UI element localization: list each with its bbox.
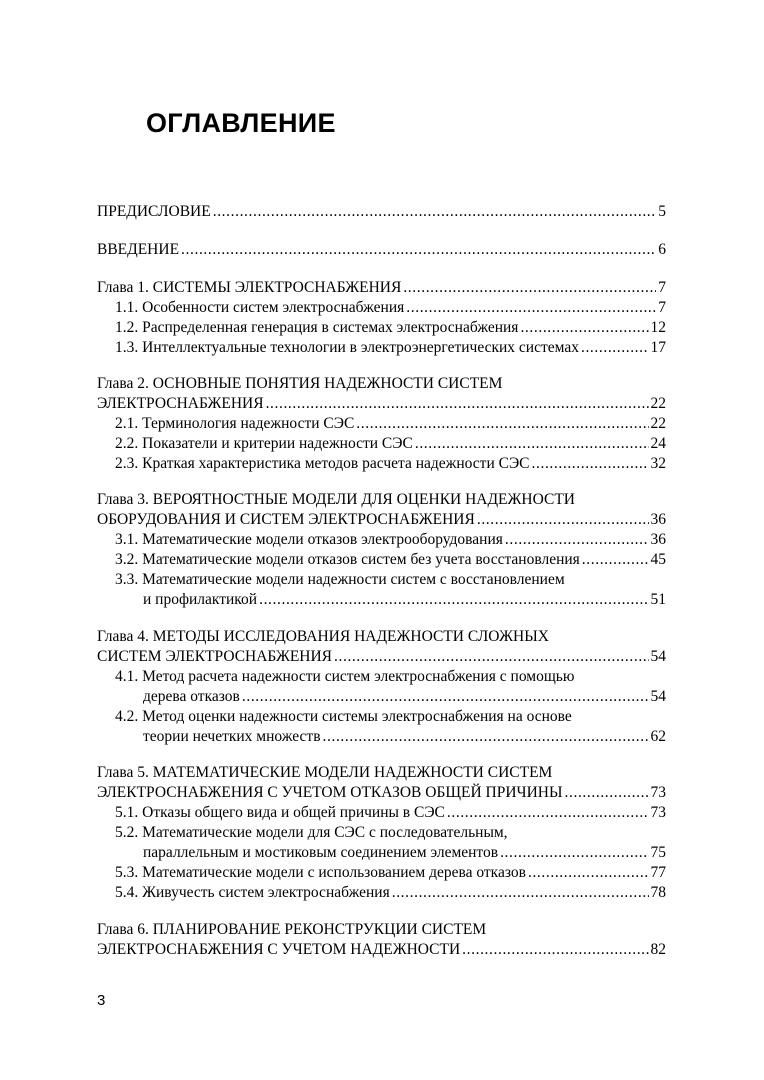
toc-dot-leader	[581, 338, 649, 358]
toc-entry-section-2-2[interactable]	[115, 434, 666, 454]
toc-dot-leader	[462, 940, 648, 960]
toc-entry-section-3-2[interactable]	[115, 550, 666, 570]
toc-entry-chapter-3[interactable]	[97, 510, 666, 530]
toc-entry-section-3-1[interactable]	[115, 530, 666, 550]
toc-entry-page: 6	[658, 241, 666, 258]
toc-entry-section-2-1[interactable]	[115, 414, 666, 434]
toc-entry-title: 5.3. Математические модели с использованием дерева отказов	[115, 864, 526, 881]
toc-dot-leader	[242, 687, 649, 707]
toc-entry-title: Глава 1. СИСТЕМЫ ЭЛЕКТРОСНАБЖЕНИЯ	[97, 279, 402, 296]
toc-entry-chapter-4[interactable]	[97, 647, 666, 667]
toc-entry-page: 5	[658, 203, 666, 220]
toc-dot-leader	[565, 783, 649, 803]
toc-section-4-2-heading: 4.2. Метод оценки надежности системы электроснабжения на основе	[115, 708, 572, 725]
toc-chapter-5-heading: Глава 5. МАТЕМАТИЧЕСКИЕ МОДЕЛИ НАДЕЖНОСТИ СИСТЕМ	[97, 764, 553, 781]
toc-entry-page: 36	[650, 531, 666, 548]
toc-dot-leader	[582, 550, 649, 570]
toc-entry-page: 54	[650, 648, 666, 665]
toc-section-5-2-heading: 5.2. Математические модели для СЭС с последовательным,	[115, 824, 508, 841]
toc-section-3-3-heading: 3.3. Математические модели надежности систем с восстановлением	[115, 571, 565, 588]
toc-entry-page: 12	[650, 319, 666, 336]
toc-dot-leader	[532, 454, 649, 474]
toc-entry-preface[interactable]	[97, 202, 666, 222]
toc-entry-section-2-3[interactable]	[115, 454, 666, 474]
toc-entry-section-1-2[interactable]	[115, 318, 666, 338]
toc-entry-section-4-2[interactable]	[143, 727, 666, 747]
toc-entry-section-3-3[interactable]	[143, 590, 666, 610]
toc-entry-page: 22	[650, 395, 666, 412]
toc-chapter-6-heading: Глава 6. ПЛАНИРОВАНИЕ РЕКОНСТРУКЦИИ СИСТЕМ	[97, 921, 487, 938]
page-title: ОГЛАВЛЕНИЕ	[146, 108, 336, 138]
toc-entry-title: параллельным и мостиковым соединением элементов	[143, 844, 499, 861]
toc-entry-page: 51	[650, 591, 666, 608]
toc-entry-page: 22	[650, 415, 666, 432]
toc-dot-leader	[213, 202, 657, 222]
toc-entry-page: 36	[650, 511, 666, 528]
toc-dot-leader	[447, 803, 649, 823]
toc-entry-page: 78	[650, 884, 666, 901]
toc-entry-title: 3.2. Математические модели отказов систем без учета восстановления	[115, 551, 580, 568]
toc-entry-title: ОБОРУДОВАНИЯ И СИСТЕМ ЭЛЕКТРОСНАБЖЕНИЯ	[97, 511, 475, 528]
toc-entry-page: 45	[650, 551, 666, 568]
toc-entry-section-1-3[interactable]	[115, 338, 666, 358]
toc-entry-title: теории нечетких множеств	[143, 728, 321, 745]
toc-entry-chapter-1[interactable]	[97, 278, 666, 298]
toc-entry-section-5-4[interactable]	[115, 883, 666, 903]
toc-dot-leader	[323, 727, 649, 747]
toc-entry-page: 32	[650, 455, 666, 472]
toc-entry-title: ЭЛЕКТРОСНАБЖЕНИЯ С УЧЕТОМ ОТКАЗОВ ОБЩЕЙ ПРИЧИНЫ	[97, 784, 563, 801]
toc-entry-chapter-2[interactable]	[97, 394, 666, 414]
toc-entry-title: 2.2. Показатели и критерии надежности СЭС	[115, 435, 413, 452]
toc-dot-leader	[259, 590, 648, 610]
toc-dot-leader	[403, 278, 656, 298]
toc-entry-title: 5.1. Отказы общего вида и общей причины в СЭС	[115, 804, 445, 821]
toc-entry-title: 3.1. Математические модели отказов электрооборудования	[115, 531, 503, 548]
toc-dot-leader	[500, 843, 648, 863]
toc-entry-page: 82	[650, 941, 666, 958]
toc-entry-title: ПРЕДИСЛОВИЕ	[97, 203, 211, 220]
toc-entry-page: 62	[650, 728, 666, 745]
toc-entry-title: 2.3. Краткая характеристика методов расчета надежности СЭС	[115, 455, 530, 472]
toc-dot-leader	[392, 883, 649, 903]
toc-entry-page: 24	[650, 435, 666, 452]
toc-entry-page: 17	[650, 339, 666, 356]
toc-entry-page: 73	[650, 804, 666, 821]
toc-entry-page: 7	[658, 299, 666, 316]
toc-dot-leader	[406, 298, 656, 318]
toc-entry-section-1-1[interactable]	[115, 298, 666, 318]
toc-entry-chapter-6[interactable]	[97, 940, 666, 960]
toc-dot-leader	[181, 240, 656, 260]
toc-entry-section-5-3[interactable]	[115, 863, 666, 883]
toc-entry-page: 73	[650, 784, 666, 801]
toc-entry-page: 77	[650, 864, 666, 881]
toc-entry-title: 1.2. Распределенная генерация в системах электроснабжения	[115, 319, 519, 336]
toc-entry-section-4-1[interactable]	[143, 687, 666, 707]
toc-entry-title: СИСТЕМ ЭЛЕКТРОСНАБЖЕНИЯ	[97, 648, 333, 665]
toc-entry-chapter-5[interactable]	[97, 783, 666, 803]
toc-dot-leader	[477, 510, 649, 530]
toc-chapter-3-heading: Глава 3. ВЕРОЯТНОСТНЫЕ МОДЕЛИ ДЛЯ ОЦЕНКИ НАДЕЖНОСТИ	[97, 491, 575, 508]
toc-entry-title: 2.1. Терминология надежности СЭС	[115, 415, 355, 432]
toc-entry-intro[interactable]	[97, 240, 666, 260]
toc-entry-title: 1.3. Интеллектуальные технологии в электроэнергетических системах	[115, 339, 579, 356]
toc-entry-title: 1.1. Особенности систем электроснабжения	[115, 299, 405, 316]
toc-entry-page: 54	[650, 688, 666, 705]
toc-entry-title: дерева отказов	[143, 688, 240, 705]
toc-entry-title: ЭЛЕКТРОСНАБЖЕНИЯ С УЧЕТОМ НАДЕЖНОСТИ	[97, 941, 461, 958]
toc-entry-title: ЭЛЕКТРОСНАБЖЕНИЯ	[97, 395, 264, 412]
toc-dot-leader	[334, 647, 648, 667]
toc-dot-leader	[356, 414, 648, 434]
toc-entry-page: 7	[658, 279, 666, 296]
toc-dot-leader	[266, 394, 649, 414]
toc-entry-section-5-2[interactable]	[143, 843, 666, 863]
page-number: 3	[97, 992, 106, 1009]
toc-entry-section-5-1[interactable]	[115, 803, 666, 823]
toc-dot-leader	[415, 434, 649, 454]
toc-dot-leader	[528, 863, 649, 883]
toc-dot-leader	[505, 530, 649, 550]
toc-chapter-4-heading: Глава 4. МЕТОДЫ ИССЛЕДОВАНИЯ НАДЕЖНОСТИ СЛОЖНЫХ	[97, 628, 549, 645]
toc-entry-title: 5.4. Живучесть систем электроснабжения	[115, 884, 390, 901]
toc-entry-title: ВВЕДЕНИЕ	[97, 241, 180, 258]
toc-entry-page: 75	[650, 844, 666, 861]
toc-dot-leader	[520, 318, 648, 338]
toc-entry-title: и профилактикой	[143, 591, 258, 608]
toc-section-4-1-heading: 4.1. Метод расчета надежности систем электроснабжения с помощью	[115, 668, 575, 685]
toc-chapter-2-heading: Глава 2. ОСНОВНЫЕ ПОНЯТИЯ НАДЕЖНОСТИ СИСТЕМ	[97, 375, 503, 392]
